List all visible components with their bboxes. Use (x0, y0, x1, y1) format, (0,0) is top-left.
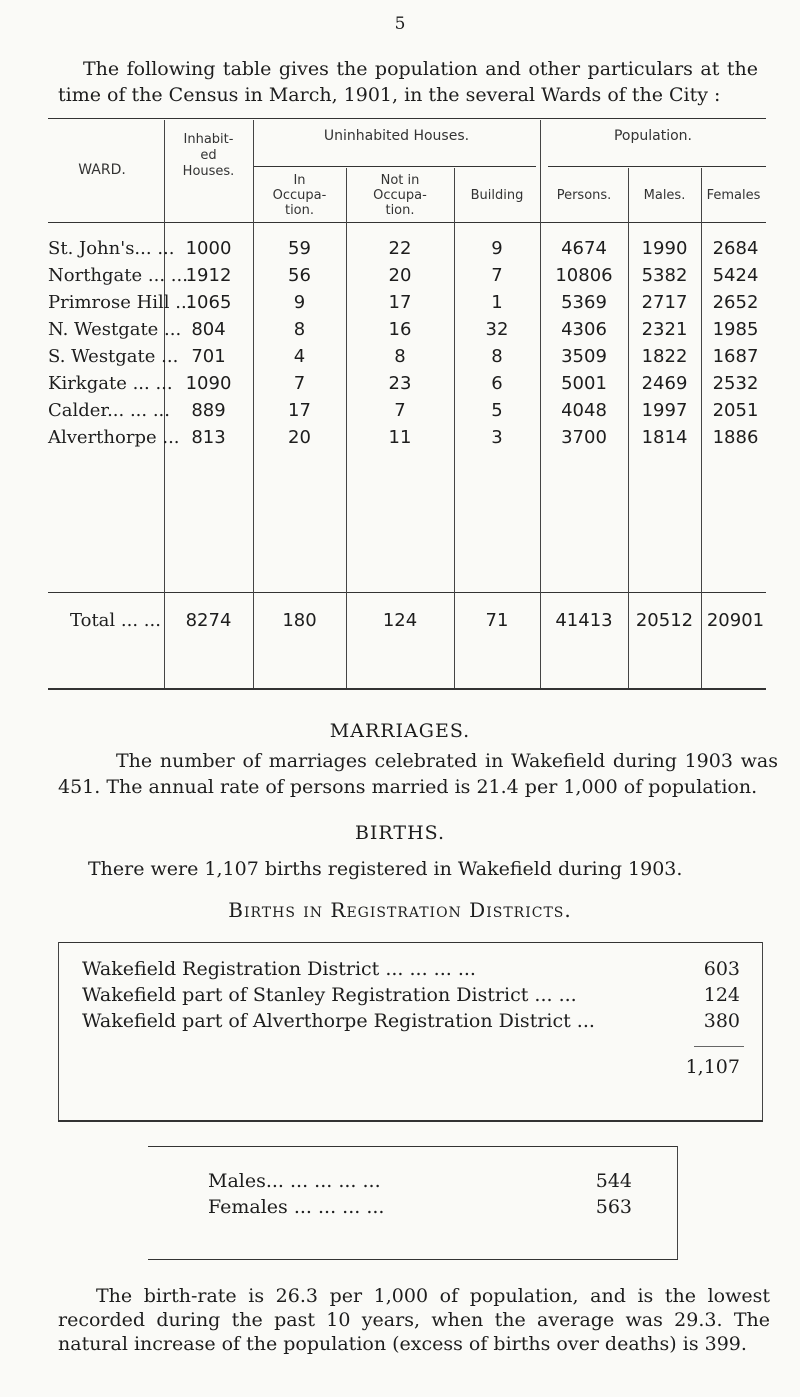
row-building: 6 (491, 373, 503, 394)
row-in-occ: 59 (288, 238, 311, 259)
district-value: 380 (703, 1010, 740, 1032)
row-inhabited: 1090 (185, 373, 232, 394)
row-not-in-occ: 23 (388, 373, 412, 394)
total-males: 20512 (635, 610, 694, 631)
total-inhabited: 8274 (185, 610, 232, 631)
row-females: 1985 (712, 319, 759, 340)
row-females: 2532 (712, 373, 759, 394)
row-males: 1814 (641, 427, 688, 448)
population-sub-rule (548, 166, 766, 167)
districts-total: 1,107 (685, 1056, 740, 1078)
header-inhabited-2: ed (200, 148, 217, 163)
row-building: 3 (491, 427, 503, 448)
row-persons: 3700 (561, 427, 607, 448)
sex-value: 563 (595, 1196, 632, 1218)
row-ward: Calder... ... ... (48, 400, 171, 421)
row-ward: Primrose Hill ... (48, 292, 193, 313)
row-persons: 4048 (561, 400, 607, 421)
row-persons: 5001 (561, 373, 607, 394)
district-label: Wakefield part of Alverthorpe Registration District ... (82, 1010, 595, 1032)
row-building: 7 (491, 265, 503, 286)
row-males: 5382 (641, 265, 688, 286)
header-females: Females (706, 188, 761, 203)
header-not-in-occ-3: tion. (385, 203, 415, 218)
row-inhabited: 813 (191, 427, 226, 448)
row-in-occ: 56 (288, 265, 311, 286)
sex-label: Males... ... ... ... ... (208, 1170, 381, 1192)
header-males: Males. (643, 188, 686, 203)
districts-left-rule (58, 942, 59, 1120)
row-not-in-occ: 11 (388, 427, 412, 448)
total-building: 71 (485, 610, 509, 631)
header-uninhabited-group: Uninhabited Houses. (323, 128, 470, 144)
births-heading: BIRTHS. (354, 822, 446, 844)
district-label: Wakefield Registration District ... ... ... ... (82, 958, 476, 980)
header-in-occ-2: Occupa- (272, 188, 327, 203)
total-females: 20901 (706, 610, 765, 631)
row-inhabited: 1000 (185, 238, 232, 259)
sex-label: Females ... ... ... ... (208, 1196, 385, 1218)
total-not-in-occ: 124 (382, 610, 418, 631)
header-inhabited-1: Inhabit- (183, 132, 234, 147)
row-in-occ: 20 (288, 427, 311, 448)
intro-paragraph: The following table gives the population and other particulars at the time of the Census in March, 1901, in the several Wards of the City : (58, 58, 758, 106)
row-inhabited: 889 (191, 400, 226, 421)
row-ward: St. John's... ... (48, 238, 175, 259)
row-not-in-occ: 20 (388, 265, 412, 286)
table-top-rule (48, 118, 766, 119)
row-building: 9 (491, 238, 503, 259)
row-in-occ: 8 (293, 319, 306, 340)
uninhabited-sub-rule (253, 166, 536, 167)
row-males: 2321 (641, 319, 688, 340)
row-not-in-occ: 16 (388, 319, 412, 340)
row-females: 2652 (712, 292, 759, 313)
birthrate-paragraph: The birth-rate is 26.3 per 1,000 of population, and is the lowest recorded during the past 10 years, when the average was 29.3. The natural increase of the population (excess of births over deaths) is 399. (58, 1285, 770, 1355)
header-building: Building (470, 188, 524, 203)
header-bottom-rule (48, 222, 766, 223)
row-ward: Alverthorpe ... (48, 427, 180, 448)
row-ward: Kirkgate ... ... (48, 373, 173, 394)
row-inhabited: 1912 (185, 265, 232, 286)
row-inhabited: 1065 (185, 292, 232, 313)
row-building: 5 (491, 400, 503, 421)
header-ward: WARD. (78, 162, 126, 178)
row-ward: Northgate ... ... (48, 265, 188, 286)
row-females: 5424 (712, 265, 759, 286)
header-population-group: Population. (613, 128, 692, 144)
total-label: Total ... ... (70, 610, 161, 631)
sexes-table (148, 1146, 678, 1261)
district-value: 124 (703, 984, 740, 1006)
marriages-heading: MARRIAGES. (329, 720, 471, 742)
districts-right-rule (762, 942, 763, 1120)
row-males: 2469 (641, 373, 688, 394)
total-in-occ: 180 (282, 610, 317, 631)
header-persons: Persons. (556, 188, 612, 203)
row-not-in-occ: 17 (388, 292, 412, 313)
row-not-in-occ: 8 (394, 346, 406, 367)
district-label: Wakefield part of Stanley Registration District ... ... (82, 984, 577, 1006)
total-persons: 41413 (555, 610, 613, 631)
marriages-paragraph: The number of marriages celebrated in Wakefield during 1903 was 451. The annual rate of persons married is 21.4 per 1,000 of population. (58, 750, 778, 798)
row-males: 1990 (641, 238, 688, 259)
sexes-top-rule (148, 1146, 678, 1147)
sex-value: 544 (595, 1170, 632, 1192)
row-males: 1822 (641, 346, 688, 367)
row-not-in-occ: 22 (388, 238, 412, 259)
row-building: 8 (491, 346, 503, 367)
row-persons: 3509 (561, 346, 607, 367)
row-persons: 4306 (561, 319, 607, 340)
page-number: 5 (394, 14, 406, 34)
births-paragraph: There were 1,107 births registered in Wakefield during 1903. (88, 858, 683, 880)
districts-bottom-rule (58, 1120, 763, 1122)
row-not-in-occ: 7 (394, 400, 406, 421)
row-in-occ: 7 (293, 373, 306, 394)
row-in-occ: 9 (293, 292, 306, 313)
row-inhabited: 804 (191, 319, 226, 340)
row-in-occ: 17 (288, 400, 311, 421)
row-persons: 5369 (561, 292, 607, 313)
row-ward: S. Westgate ... (48, 346, 179, 367)
header-in-occ-1: In (293, 173, 306, 188)
districts-table (58, 942, 763, 1122)
table-bottom-rule (48, 688, 766, 690)
row-ward: N. Westgate ... (48, 319, 182, 340)
districts-heading: Births in Registration Districts. (228, 898, 572, 922)
header-in-occ-3: tion. (284, 203, 315, 218)
districts-sum-rule (694, 1046, 744, 1047)
header-inhabited-3: Houses. (182, 164, 235, 179)
district-value: 603 (703, 958, 740, 980)
row-in-occ: 4 (293, 346, 306, 367)
row-inhabited: 701 (191, 346, 226, 367)
row-males: 1997 (641, 400, 688, 421)
census-table (40, 118, 770, 690)
districts-top-rule (58, 942, 763, 943)
row-building: 1 (491, 292, 503, 313)
row-persons: 10806 (555, 265, 613, 286)
row-persons: 4674 (561, 238, 607, 259)
row-females: 1687 (712, 346, 759, 367)
row-females: 1886 (712, 427, 759, 448)
sexes-right-rule (677, 1146, 678, 1259)
row-females: 2684 (712, 238, 759, 259)
row-building: 32 (485, 319, 509, 340)
header-not-in-occ-2: Occupa- (373, 188, 427, 203)
row-females: 2051 (712, 400, 759, 421)
total-top-rule (48, 592, 766, 593)
row-males: 2717 (641, 292, 688, 313)
header-not-in-occ-1: Not in (380, 173, 420, 188)
sexes-bottom-rule (148, 1259, 678, 1260)
